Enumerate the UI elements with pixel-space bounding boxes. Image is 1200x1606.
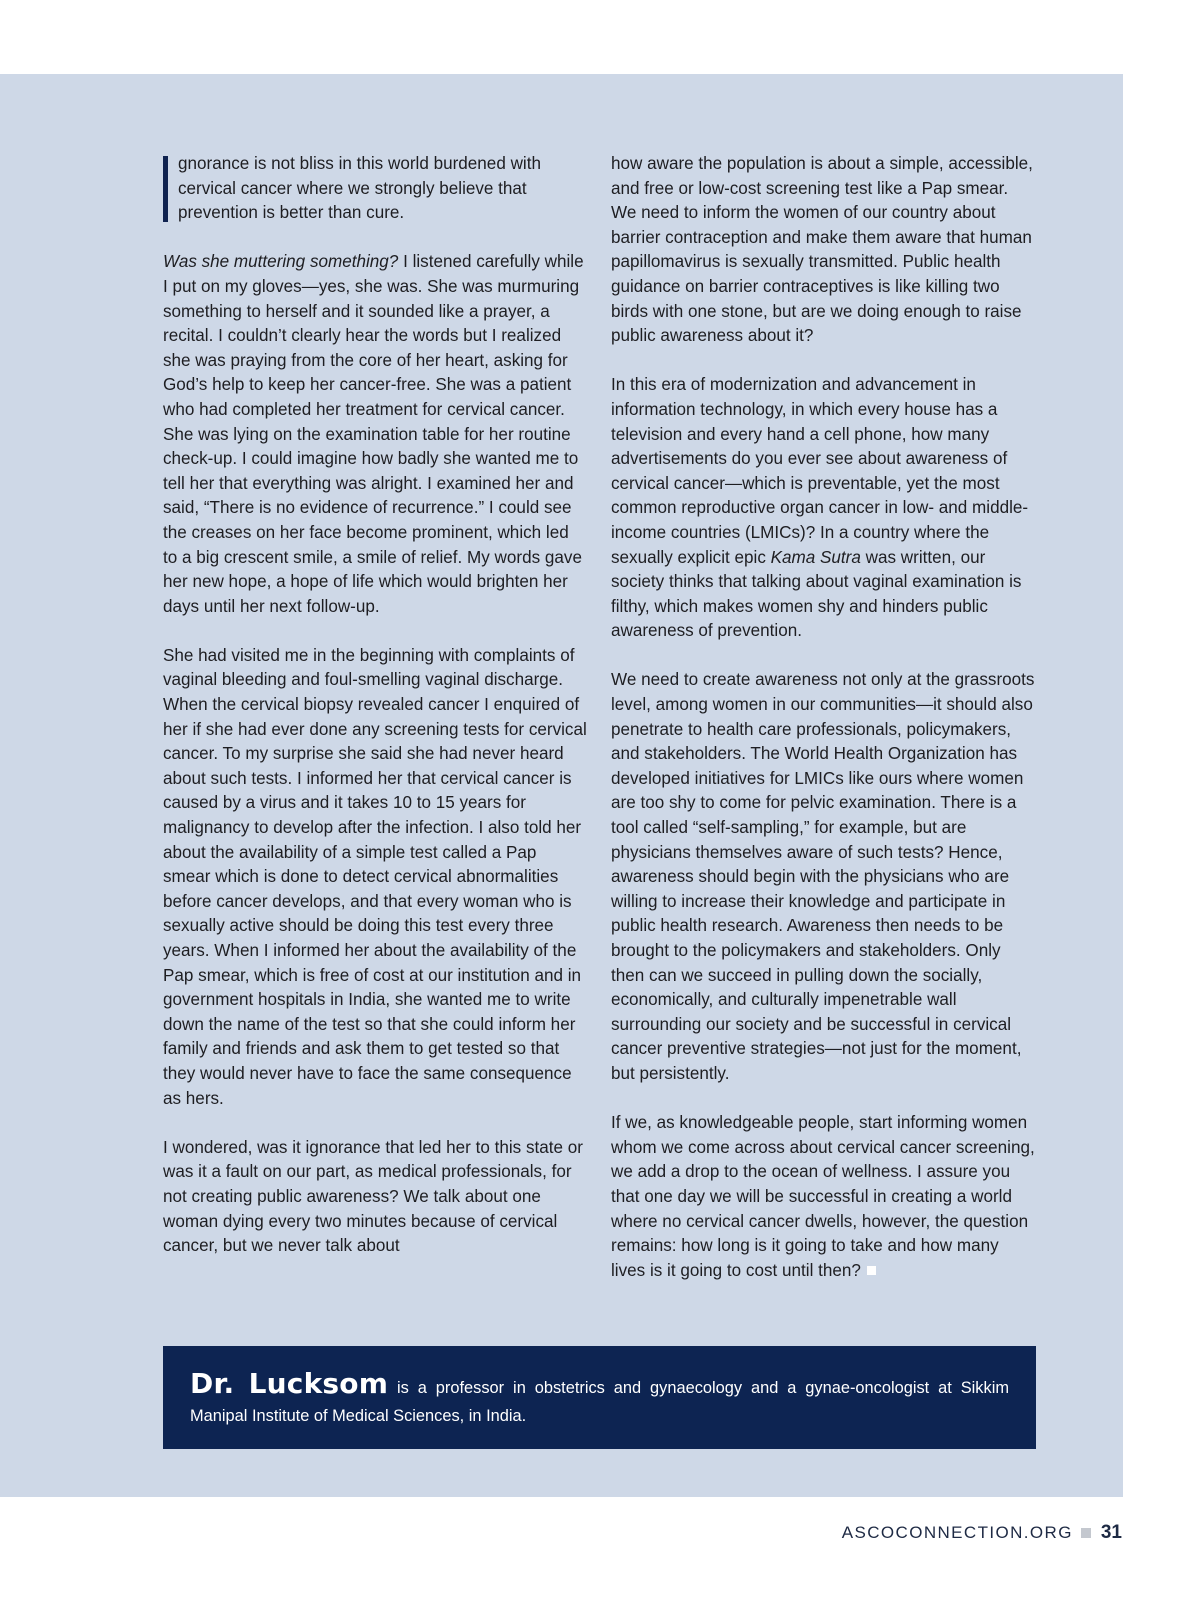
article-right-column [611, 152, 1036, 1283]
paragraph: Was she muttering something? I listened carefully while I put on my gloves—yes, she was. She was murmuring something to herself and it sounded like a prayer, a recital. I couldn’t clearly hear the words but I realized she was praying from the core of her heart, asking for God’s help to keep her cancer-free. She was a patient who had completed her treatment for cervical cancer. She was lying on the examination table for her routine check-up. I could imagine how badly she wanted me to tell her that everything was alright. I examined her and said, “There is no evidence of recurrence.” I could see the creases on her face become prominent, which led to a big crescent smile, a smile of relief. My words gave her new hope, a hope of life which would brighten her days until her next follow-up. [163, 252, 584, 616]
paragraph: In this era of modernization and advancement in information technology, in which every house has a television and every hand a cell phone, how many advertisements do you ever see about awareness of cervical cancer—which is preventable, yet the most common reproductive organ cancer in low- and middle-income countries (LMICs)? In a country where the sexually explicit epic Kama Sutra was written, our society thinks that talking about vaginal examination is filthy, which makes women shy and hinders public awareness of prevention. [611, 375, 1029, 641]
separator-square-icon [1081, 1528, 1091, 1538]
page-footer [842, 1522, 1122, 1544]
paragraph: how aware the population is about a simple, accessible, and free or low-cost screening test like a Pap smear. We need to inform the women of our country about barrier contraception and make them aware that human papillomavirus is sexually transmitted. Public health guidance on barrier contraceptives is like killing two birds with one stone, but are we doing enough to raise public awareness about it? [611, 154, 1033, 346]
paragraph: She had visited me in the beginning with complaints of vaginal bleeding and foul-smelling vaginal discharge. When the cervical biopsy revealed cancer I enquired of her if she had ever done any screening tests for cervical cancer. To my surprise she said she had never heard about such tests. I informed her that cervical cancer is caused by a virus and it takes 10 to 15 years for malignancy to develop after the infection. I also told her about the availability of a simple test called a Pap smear which is done to detect cervical abnormalities before cancer develops, and that every woman who is sexually active should be doing this test every three years. When I informed her about the availability of the Pap smear, which is free of cost at our institution and in government hospitals in India, she wanted me to write down the name of the test so that she could inform her family and friends and ask them to get tested so that they would never have to face the same consequence as hers. [163, 645, 587, 1108]
article-left-column [163, 152, 587, 1259]
end-of-article-square-icon [867, 1266, 876, 1275]
author-bio-box [163, 1346, 1036, 1449]
opening-paragraph: gnorance is not bliss in this world burdened with cervical cancer where we strongly believe that prevention is better than cure. [163, 152, 587, 226]
closing-paragraph: If we, as knowledgeable people, start informing women whom we come across about cervical cancer screening, we add a drop to the ocean of wellness. I assure you that one day we will be successful in creating a world where no cervical cancer dwells, however, the question remains: how long is it going to take and how many lives is it going to cost until then? [611, 1113, 1035, 1280]
author-bio-text: is a professor in obstetrics and gynaecology and a gynae-oncologist at Sikkim Manipal Institute of Medical Sciences, in India. [190, 1379, 1009, 1425]
page-number: 31 [1100, 1522, 1122, 1543]
paragraph: We need to create awareness not only at the grassroots level, among women in our communities—it should also penetrate to health care professionals, policymakers, and stakeholders. The World Health Organization has developed initiatives for LMICs like ours where women are too shy to come for pelvic examination. There is a tool called “self-sampling,” for example, but are physicians themselves aware of such tests? Hence, awareness should begin with the physicians who are willing to increase their knowledge and participate in public health research. Awareness then needs to be brought to the policymakers and stakeholders. Only then can we succeed in pulling down the socially, economically, and culturally impenetrable wall surrounding our society and be successful in cervical cancer preventive strategies—not just for the moment, but persistently. [611, 670, 1035, 1083]
footer-site-link[interactable]: ASCOCONNECTION.ORG [841, 1523, 1073, 1542]
drop-cap-letter [163, 156, 168, 222]
author-name: Dr. Lucksom [190, 1367, 389, 1400]
paragraph: I wondered, was it ignorance that led her to this state or was it a fault on our part, as medical professionals, for not creating public awareness? We talk about one woman dying every two minutes because of cervical cancer, but we never talk about [163, 1137, 583, 1256]
